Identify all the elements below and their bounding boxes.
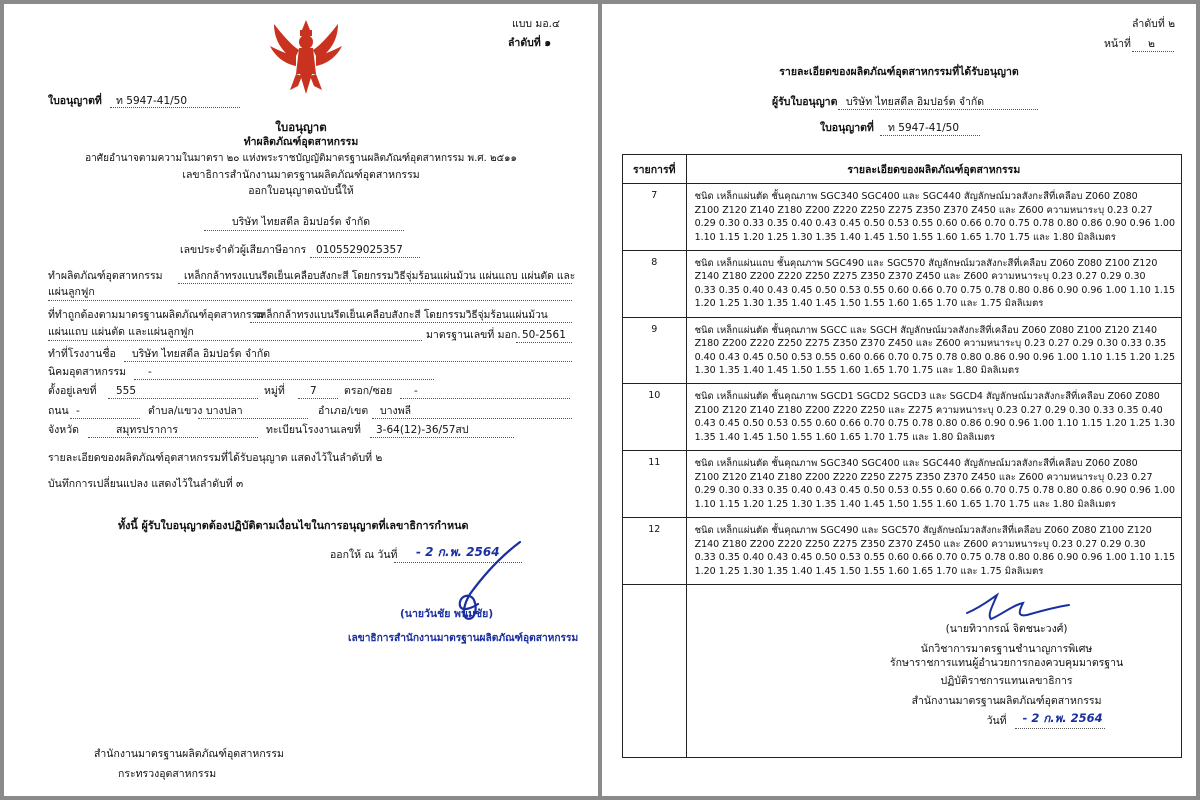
tax-id: 0105529025357	[316, 244, 403, 256]
signer-name-2: (นายทิวากรณ์ จิตชนะวงศ์)	[945, 623, 1068, 635]
product-label: ทำผลิตภัณฑ์อุตสาหกรรม	[48, 270, 163, 282]
road: -	[76, 405, 80, 417]
license-no: ท 5947-41/50	[116, 95, 188, 107]
estate-value: -	[148, 366, 152, 378]
item-detail-line: 0.43 0.45 0.50 0.53 0.55 0.60 0.66 0.70 0.75 0.78 0.80 0.86 0.90 0.96 1.00 1.10 1.15 1.20 1.25 1.30	[694, 418, 1175, 430]
detail-note: รายละเอียดของผลิตภัณฑ์อุตสาหกรรมที่ได้รับอนุญาต แสดงไว้ในลำดับที่ ๒	[48, 452, 383, 464]
license-no-label: ใบอนุญาตที่	[48, 95, 102, 107]
item-detail-line: ชนิด เหล็กแผ่นตัด ชั้นคุณภาพ SGC490 และ SGC570 สัญลักษณ์มวลสังกะสีที่เคลือบ Z060 Z080 Z100 Z120	[694, 525, 1152, 537]
item-number: 9	[623, 317, 687, 384]
doc-title: ใบอนุญาต	[275, 120, 327, 134]
footer-office: สำนักงานมาตรฐานผลิตภัณฑ์อุตสาหกรรม	[94, 748, 284, 760]
empty-cell	[623, 585, 687, 758]
table-row	[623, 518, 1182, 585]
secretary-line: เลขาธิการสำนักงานมาตรฐานผลิตภัณฑ์อุตสาหกรรม	[182, 169, 420, 181]
item-number: 12	[623, 518, 687, 585]
item-detail-line: ชนิด เหล็กแผ่นตัด ชั้นคุณภาพ SGC340 SGC400 และ SGC440 สัญลักษณ์มวลสังกะสีที่เคลือบ Z060 Z080	[694, 191, 1138, 202]
signer-name: (นายวันชัย พนมชัย)	[400, 608, 494, 620]
subdistrict: บางปลา	[206, 405, 243, 417]
item-detail	[686, 518, 1181, 585]
given-date-label: ออกให้ ณ วันที่	[330, 549, 398, 561]
page-label: หน้าที่	[1104, 38, 1131, 50]
item-detail	[686, 384, 1181, 451]
factory-name: บริษัท ไทยสตีล อิมปอร์ต จำกัด	[132, 348, 271, 360]
signer-title-2b: รักษาราชการแทนผู้อำนวยการกองควบคุมมาตรฐาน	[889, 657, 1124, 669]
item-number: 10	[623, 384, 687, 451]
col-header-detail: รายละเอียดของผลิตภัณฑ์อุตสาหกรรม	[686, 155, 1181, 184]
form-code: แบบ มอ.๔	[512, 18, 560, 30]
item-detail-line: Z100 Z120 Z140 Z180 Z200 Z220 Z250 และ Z275 ความหนาระบุ 0.23 0.27 0.29 0.30 0.33 0.35 0.40	[694, 404, 1163, 416]
col-header-no: รายการที่	[623, 155, 687, 184]
road-label: ถนน	[48, 405, 69, 417]
item-detail-line: Z140 Z180 Z200 Z220 Z250 Z275 Z350 Z370 Z450 และ Z600 ความหนาระบุ 0.23 0.27 0.29 0.30	[694, 271, 1146, 283]
order-label: ลำดับที่ ๑	[508, 37, 552, 49]
estate-label: นิคมอุตสาหกรรม	[48, 366, 127, 378]
product-line1: เหล็กกล้าทรงแบนรีดเย็นเคลือบสังกะสี โดยกรรมวิธีจุ่มร้อนแผ่นม้วน แผ่นแถบ แผ่นตัด และ	[184, 271, 576, 282]
item-detail-line: Z140 Z180 Z200 Z220 Z250 Z275 Z350 Z370 Z450 และ Z600 ความหนาระบุ 0.23 0.27 0.29 0.30	[694, 538, 1146, 550]
table-row	[623, 451, 1182, 518]
change-note: บันทึกการเปลี่ยนแปลง แสดงไว้ในลำดับที่ ๓	[48, 478, 244, 490]
std-line2: แผ่นแถบ แผ่นตัด และแผ่นลูกฟูก	[48, 326, 194, 338]
item-detail-line: 1.35 1.40 1.45 1.50 1.55 1.60 1.65 1.70 1.75 และ 1.80 มิลลิเมตร	[694, 431, 996, 443]
given-date-stamp: - 2 ก.พ. 2564	[416, 545, 500, 559]
page2-title: รายละเอียดของผลิตภัณฑ์อุตสาหกรรมที่ได้รับอนุญาต	[779, 66, 1019, 78]
license-no-2: ท 5947-41/50	[888, 122, 960, 134]
item-detail	[686, 451, 1181, 518]
table-row	[623, 250, 1182, 317]
soi-label: ตรอก/ซอย	[344, 385, 393, 397]
std-label: ที่ทำถูกต้องตามมาตรฐานผลิตภัณฑ์อุตสาหกรรม	[48, 309, 265, 321]
item-detail-line: 1.20 1.25 1.30 1.35 1.40 1.45 1.50 1.55 1.60 1.65 1.70 และ 1.75 มิลลิเมตร	[694, 565, 1044, 577]
doc-subtitle: ทำผลิตภัณฑ์อุตสาหกรรม	[243, 136, 359, 148]
std-no-label: มาตรฐานเลขที่ มอก.	[426, 329, 521, 341]
item-detail-line: ชนิด เหล็กแผ่นตัด ชั้นคุณภาพ SGC340 SGC400 และ SGC440 สัญลักษณ์มวลสังกะสีที่เคลือบ Z060 Z080	[694, 458, 1138, 470]
item-detail-line: 0.33 0.35 0.40 0.43 0.45 0.50 0.53 0.55 0.60 0.66 0.70 0.75 0.78 0.80 0.86 0.90 0.96 1.00 1.10 1.15	[694, 552, 1175, 564]
item-number: 7	[623, 184, 687, 251]
province-label: จังหวัด	[48, 424, 79, 436]
license-no-label-2: ใบอนุญาตที่	[820, 122, 874, 134]
item-detail-line: ชนิด เหล็กแผ่นแถบ ชั้นคุณภาพ SGC490 และ SGC570 สัญลักษณ์มวลสังกะสีที่เคลือบ Z060 Z080 Z100 Z120	[694, 257, 1158, 269]
signer-title-2a: นักวิชาการมาตรฐานชำนาญการพิเศษ	[920, 643, 1093, 655]
signature-row	[623, 585, 1182, 758]
std-line1: เหล็กกล้าทรงแบนรีดเย็นเคลือบสังกะสี โดยกรรมวิธีจุ่มร้อนแผ่นม้วน	[256, 310, 548, 321]
moo-label: หมู่ที่	[264, 385, 285, 397]
item-detail	[686, 317, 1181, 384]
province: สมุทรปราการ	[116, 424, 178, 436]
company-name: บริษัท ไทยสตีล อิมปอร์ต จำกัด	[231, 216, 371, 228]
std-no: 50-2561	[522, 329, 566, 341]
date-stamp-2: - 2 ก.พ. 2564	[1022, 711, 1103, 725]
item-detail-line: 0.29 0.30 0.33 0.35 0.40 0.43 0.45 0.50 0.53 0.55 0.60 0.66 0.70 0.75 0.78 0.80 0.86 0.90 0.96 1.00	[694, 218, 1175, 229]
item-detail-line: 1.10 1.15 1.20 1.25 1.30 1.35 1.40 1.45 1.50 1.55 1.60 1.65 1.70 1.75 และ 1.80 มิลลิเมตร	[694, 231, 1116, 243]
item-detail	[686, 184, 1181, 251]
item-detail-line: ชนิด เหล็กแผ่นตัด ชั้นคุณภาพ SGCC และ SGCH สัญลักษณ์มวลสังกะสีที่เคลือบ Z060 Z080 Z100 Z120 Z140	[694, 324, 1158, 336]
table-row	[623, 317, 1182, 384]
item-detail-line: 0.33 0.35 0.40 0.43 0.45 0.50 0.53 0.55 0.60 0.66 0.70 0.75 0.78 0.80 0.86 0.90 0.96 1.00 1.10 1.15	[694, 284, 1175, 296]
district-label: อำเภอ/เขต	[318, 405, 369, 417]
item-number: 8	[623, 250, 687, 317]
signer-title: เลขาธิการสำนักงานมาตรฐานผลิตภัณฑ์อุตสาหกรรม	[348, 633, 579, 644]
signer-title-2c: ปฏิบัติราชการแทนเลขาธิการ	[940, 675, 1073, 687]
item-detail-line: 1.20 1.25 1.30 1.35 1.40 1.45 1.50 1.55 1.60 1.65 1.70 และ 1.75 มิลลิเมตร	[694, 298, 1044, 310]
license-page-1	[4, 4, 598, 796]
factory-reg: 3-64(12)-36/57สป	[376, 424, 469, 436]
item-detail-line: 1.30 1.35 1.40 1.45 1.50 1.55 1.60 1.65 1.70 1.75 และ 1.80 มิลลิเมตร	[694, 365, 1020, 377]
table-row	[623, 184, 1182, 251]
licensee-label: ผู้รับใบอนุญาต	[772, 96, 838, 108]
condition-text: ทั้งนี้ ผู้รับใบอนุญาตต้องปฏิบัติตามเงื่อนไขในการอนุญาตที่เลขาธิการกำหนด	[118, 519, 469, 532]
subdistrict-label: ตำบล/แขวง	[148, 405, 203, 417]
table-row	[623, 384, 1182, 451]
address-no-label: ตั้งอยู่เลขที่	[48, 385, 97, 397]
item-detail	[686, 250, 1181, 317]
order-label-2: ลำดับที่ ๒	[1132, 18, 1175, 30]
authority-line: อาศัยอำนาจตามความในมาตรา ๒๐ แห่งพระราชบัญญัติมาตรฐานผลิตภัณฑ์อุตสาหกรรม พ.ศ. ๒๕๑๑	[85, 153, 517, 164]
signer-title-2d: สำนักงานมาตรฐานผลิตภัณฑ์อุตสาหกรรม	[911, 695, 1102, 707]
footer-ministry: กระทรวงอุตสาหกรรม	[118, 768, 217, 780]
item-detail-line: Z180 Z200 Z220 Z250 Z275 Z350 Z370 Z450 และ Z600 ความหนาระบุ 0.23 0.27 0.29 0.30 0.33 0.35	[694, 338, 1167, 350]
item-detail-line: ชนิด เหล็กแผ่นตัด ชั้นคุณภาพ SGCD1 SGCD2 SGCD3 และ SGCD4 สัญลักษณ์มวลสังกะสีที่เคลือบ Z060 Z080	[694, 391, 1160, 403]
factory-reg-label: ทะเบียนโรงงานเลขที่	[266, 424, 361, 436]
garuda-emblem-icon	[266, 16, 346, 96]
item-number: 11	[623, 451, 687, 518]
item-detail-line: Z100 Z120 Z140 Z180 Z200 Z220 Z250 Z275 Z350 Z370 Z450 และ Z600 ความหนาระบุ 0.23 0.27	[694, 204, 1153, 216]
license-page-2	[602, 4, 1196, 796]
item-detail-line: Z100 Z120 Z140 Z180 Z200 Z220 Z250 Z275 Z350 Z370 Z450 และ Z600 ความหนาระบุ 0.23 0.27	[694, 471, 1153, 483]
licensee-name: บริษัท ไทยสตีล อิมปอร์ต จำกัด	[846, 96, 985, 108]
address-no: 555	[116, 385, 137, 397]
moo: 7	[310, 385, 317, 397]
district: บางพลี	[380, 405, 412, 417]
item-detail-line: 1.10 1.15 1.20 1.25 1.30 1.35 1.40 1.45 1.50 1.55 1.60 1.65 1.70 1.75 และ 1.80 มิลลิเมตร	[694, 498, 1116, 510]
product-line2: แผ่นลูกฟูก	[48, 286, 95, 298]
issue-line: ออกใบอนุญาตฉบับนี้ให้	[248, 185, 354, 197]
page-no: ๒	[1148, 38, 1155, 50]
tax-id-label: เลขประจำตัวผู้เสียภาษีอากร	[180, 244, 307, 256]
item-detail-line: 0.40 0.43 0.45 0.50 0.53 0.55 0.60 0.66 0.70 0.75 0.78 0.80 0.86 0.90 0.96 1.00 1.10 1.15 1.20 1.25	[694, 351, 1175, 363]
item-detail-line: 0.29 0.30 0.33 0.35 0.40 0.43 0.45 0.50 0.53 0.55 0.60 0.66 0.70 0.75 0.78 0.80 0.86 0.90 0.96 1.00	[694, 485, 1175, 497]
signature-cell	[686, 585, 1181, 758]
date-label-2: วันที่	[986, 715, 1007, 727]
factory-label: ทำที่โรงงานชื่อ	[48, 348, 116, 360]
product-detail-table	[622, 154, 1182, 758]
soi: -	[414, 385, 418, 397]
